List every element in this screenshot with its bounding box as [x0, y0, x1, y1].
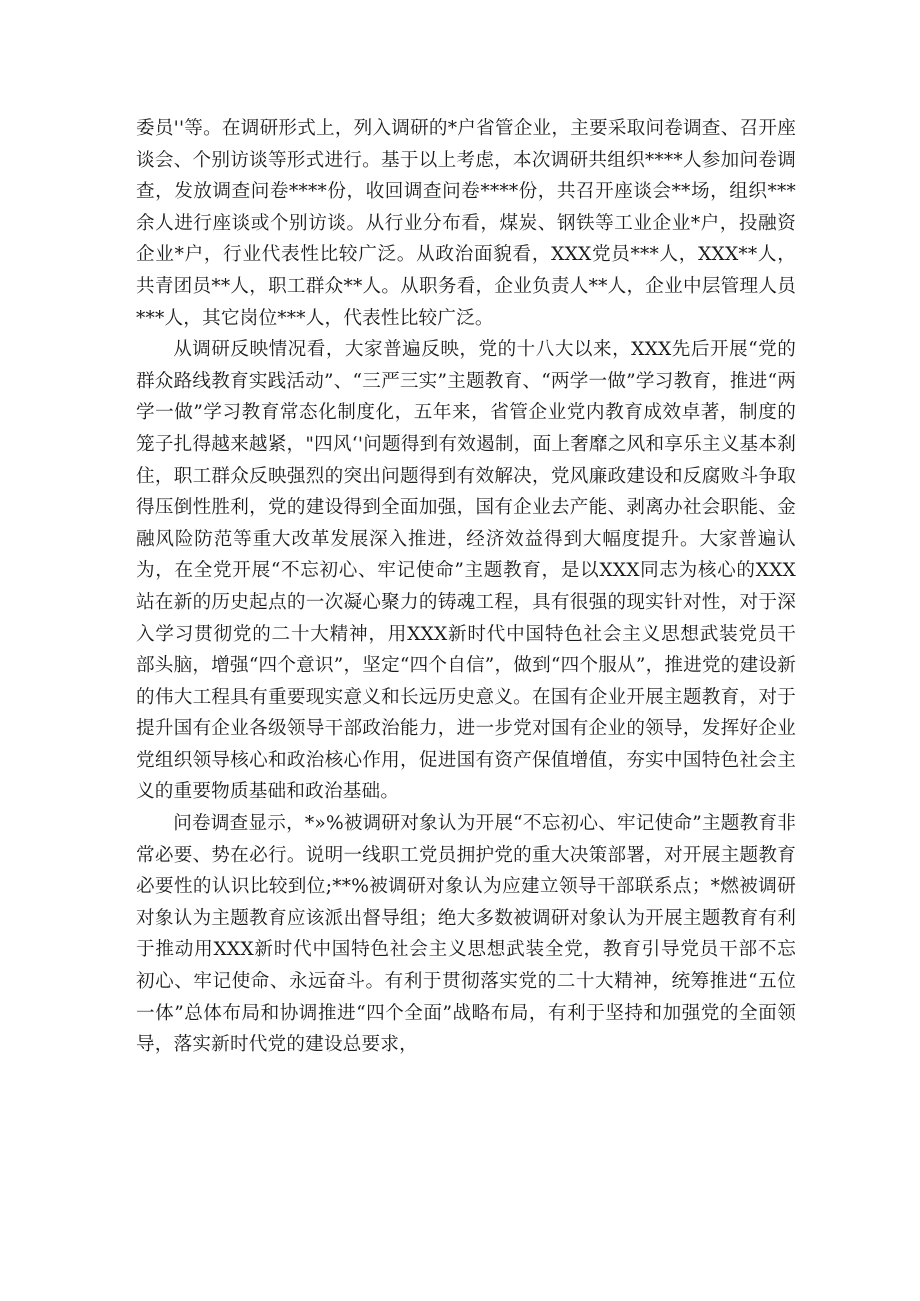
document-body — [136, 113, 796, 1061]
paragraph-survey-method: 委员''等。在调研形式上，列入调研的*户省管企业，主要采取问卷调查、召开座谈会、个别访谈等形式进行。基于以上考虑，本次调研共组织****人参加问卷调查，发放调查问卷****份，收回调查问卷****份，共召开座谈会**场，组织***余人进行座谈或个别访谈。从行业分布看，煤炭、钢铁等工业企业*户，投融资企业*户，行业代表性比较广泛。从政治面貌看，XXX党员***人，XXX**人，共青团员**人，职工群众**人。从职务看，企业负责人**人，企业中层管理人员***人，其它岗位***人，代表性比较广泛。 — [136, 118, 796, 329]
paragraph-questionnaire-results: 问卷调查显示，*»%被调研对象认为开展“不忘初心、牢记使命”主题教育非常必要、势在必行。说明一线职工党员拥护党的重大决策部署，对开展主题教育必要性的认识比较到位;**%被调研对象认为应建立领导干部联系点；*燃被调研对象认为主题教育应该派出督导组；绝大多数被调研对象认为开展主题教育有利于推动用XXX新时代中国特色社会主义思想武装全党，教育引导党员干部不忘初心、牢记使命、永远奋斗。有利于贯彻落实党的二十大精神，统筹推进“五位一体”总体布局和协调推进“四个全面”战略布局，有利于坚持和加强党的全面领导，落实新时代党的建设总要求， — [136, 813, 796, 1056]
paragraph-survey-findings: 从调研反映情况看，大家普遍反映，党的十八大以来，XXX先后开展“党的群众路线教育实践活动”、“三严三实”主题教育、“两学一做”学习教育，推进“两学一做”学习教育常态化制度化，五年来，省管企业党内教育成效卓著，制度的笼子扎得越来越紧，"四风‘'问题得到有效遏制，面上奢靡之风和享乐主义基本刹住，职工群众反映强烈的突出问题得到有效解决，党风廉政建设和反腐败斗争取得压倒性胜利，党的建设得到全面加强，国有企业去产能、剥离办社会职能、金融风险防范等重大改革发展深入推进，经济效益得到大幅度提升。大家普遍认为，在全党开展“不忘初心、牢记使命”主题教育，是以XXX同志为核心的XXX站在新的历史起点的一次凝心聚力的铸魂工程，具有很强的现实针对性，对于深入学习贯彻党的二十大精神，用XXX新时代中国特色社会主义思想武装党员干部头脑，增强“四个意识”，坚定“四个自信”，做到“四个服从”，推进党的建设新的伟大工程具有重要现实意义和长远历史意义。在国有企业开展主题教育，对于提升国有企业各级领导干部政治能力，进一步党对国有企业的领导，发挥好企业党组织领导核心和政治核心作用，促进国有资产保值增值，夯实中国特色社会主义的重要物质基础和政治基础。 — [136, 339, 796, 803]
